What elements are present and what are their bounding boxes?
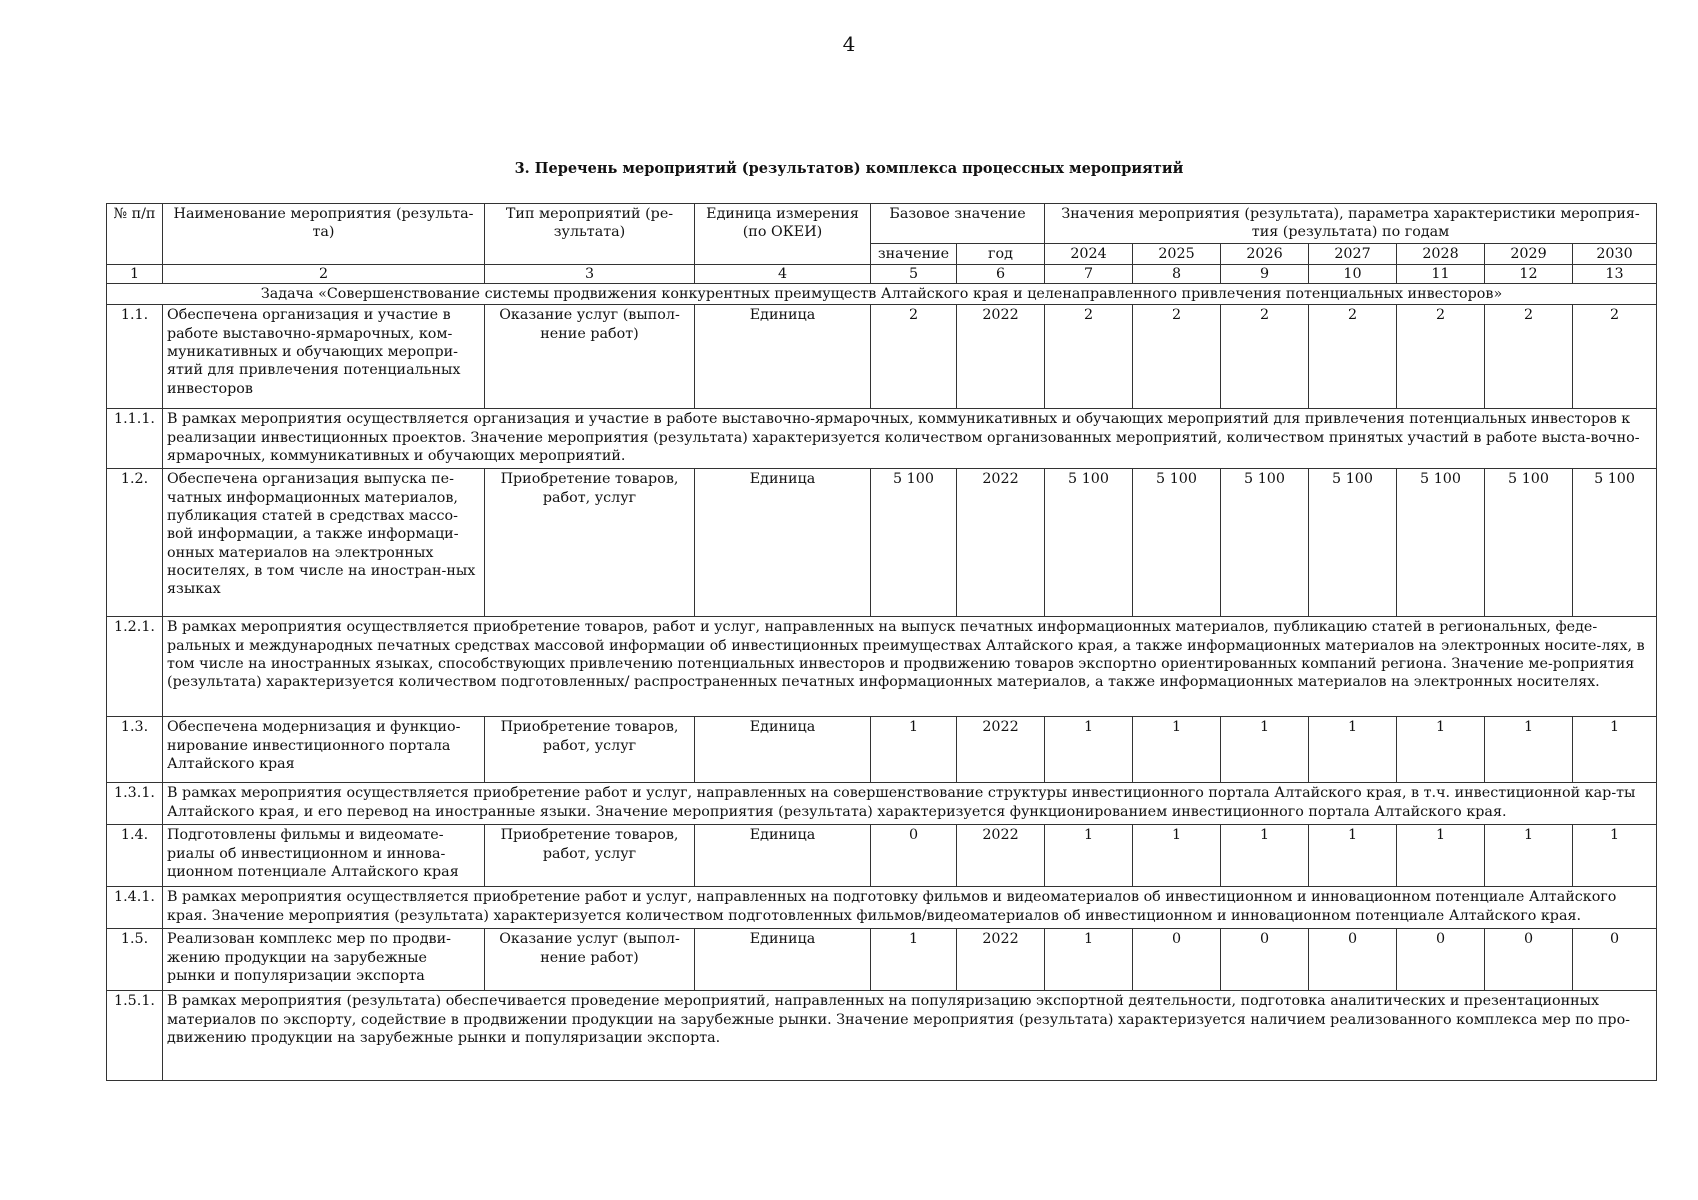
- column-index-cell: 13: [1573, 264, 1657, 283]
- header-num: № п/п: [107, 204, 163, 265]
- column-index-cell: 12: [1485, 264, 1573, 283]
- description-row: [107, 783, 1657, 825]
- year-value: 2: [1485, 305, 1573, 409]
- header-base-value: значение: [871, 243, 957, 264]
- year-value: 5 100: [1573, 469, 1657, 617]
- row-number: 1.4.: [107, 825, 163, 887]
- base-value: 2: [871, 305, 957, 409]
- column-index-cell: 9: [1221, 264, 1309, 283]
- year-value: 1: [1221, 717, 1309, 783]
- header-year: 2025: [1133, 243, 1221, 264]
- measure-name: Реализован комплекс мер по продви-жению продукции на зарубежные рынки и популяризации экспорта: [163, 929, 485, 991]
- year-value: 1: [1309, 825, 1397, 887]
- description-number: 1.3.1.: [107, 783, 163, 825]
- year-value: 1: [1221, 825, 1309, 887]
- year-value: 1: [1397, 717, 1485, 783]
- table-body: [107, 264, 1657, 1081]
- measure-unit: Единица: [695, 717, 871, 783]
- year-value: 1: [1309, 717, 1397, 783]
- description-text: В рамках мероприятия осуществляется организация и участие в работе выставочно-ярмарочных, коммуникативных и обучающих мероприятий для привлечения потенциальных инвесторов к реализации инвестиционных проектов. Значение мероприятия (результата) характеризуется количеством организованных мероприятий, количеством принятых участий в работе выста-вочно-ярмарочных, коммуникативных и обучающих мероприятий.: [163, 409, 1657, 469]
- description-number: 1.4.1.: [107, 887, 163, 929]
- measure-unit: Единица: [695, 825, 871, 887]
- year-value: 0: [1309, 929, 1397, 991]
- year-value: 0: [1133, 929, 1221, 991]
- row-number: 1.5.: [107, 929, 163, 991]
- base-year: 2022: [957, 469, 1045, 617]
- measure-name: Подготовлены фильмы и видеомате-риалы об инвестиционном и иннова-ционном потенциале Алтайского края: [163, 825, 485, 887]
- task-row: [107, 284, 1657, 305]
- page-number: 4: [842, 32, 856, 56]
- header-year: 2024: [1045, 243, 1133, 264]
- measures-table: [106, 203, 1657, 1081]
- year-value: 1: [1045, 825, 1133, 887]
- measure-type: Приобретение товаров, работ, услуг: [485, 717, 695, 783]
- year-value: 0: [1397, 929, 1485, 991]
- year-value: 2: [1045, 305, 1133, 409]
- row-number: 1.2.: [107, 469, 163, 617]
- header-row: [107, 204, 1657, 244]
- column-index-cell: 6: [957, 264, 1045, 283]
- base-year: 2022: [957, 929, 1045, 991]
- description-text: В рамках мероприятия осуществляется приобретение товаров, работ и услуг, направленных на выпуск печатных информационных материалов, публикацию статей в региональных, феде-ральных и международных печатных средствах массовой информации об инвестиционных преимуществах Алтайского края, а также информационных материалов на электронных носите-лях, в том числе на иностранных языках, способствующих привлечению потенциальных инвесторов и продвижению товаров экспортно ориентированных компаний региона. Значение ме-роприятия (результата) характеризуется количеством подготовленных/ распространенных печатных информационных материалов, а также информационных материалов на электронных носителях.: [163, 617, 1657, 717]
- header-base-year: год: [957, 243, 1045, 264]
- year-value: 5 100: [1397, 469, 1485, 617]
- year-value: 1: [1485, 717, 1573, 783]
- description-text: В рамках мероприятия осуществляется приобретение работ и услуг, направленных на совершенствование структуры инвестиционного портала Алтайского края, в т.ч. инвестиционной кар-ты Алтайского края, и его перевод на иностранные языки. Значение мероприятия (результата) характеризуется функционированием инвестиционного портала Алтайского края.: [163, 783, 1657, 825]
- header-values-group: Значения мероприятия (результата), параметра характеристики мероприя-тия (результата) по годам: [1045, 204, 1657, 244]
- header-base: Базовое значение: [871, 204, 1045, 244]
- header-year: 2028: [1397, 243, 1485, 264]
- base-year: 2022: [957, 717, 1045, 783]
- year-value: 0: [1573, 929, 1657, 991]
- year-value: 1: [1573, 825, 1657, 887]
- header-name: Наименование мероприятия (результа-та): [163, 204, 485, 265]
- measure-type: Приобретение товаров, работ, услуг: [485, 469, 695, 617]
- year-value: 2: [1133, 305, 1221, 409]
- table-row: [107, 825, 1657, 887]
- year-value: 1: [1573, 717, 1657, 783]
- base-value: 1: [871, 717, 957, 783]
- header-year: 2029: [1485, 243, 1573, 264]
- year-value: 1: [1397, 825, 1485, 887]
- description-number: 1.2.1.: [107, 617, 163, 717]
- base-value: 1: [871, 929, 957, 991]
- description-row: [107, 887, 1657, 929]
- header-type: Тип мероприятий (ре-зультата): [485, 204, 695, 265]
- description-row: [107, 617, 1657, 717]
- table-row: [107, 305, 1657, 409]
- column-index-cell: 8: [1133, 264, 1221, 283]
- year-value: 0: [1485, 929, 1573, 991]
- column-index-cell: 3: [485, 264, 695, 283]
- column-index-cell: 11: [1397, 264, 1485, 283]
- section-title: 3. Перечень мероприятий (результатов) комплекса процессных мероприятий: [514, 160, 1184, 177]
- description-row: [107, 409, 1657, 469]
- description-number: 1.5.1.: [107, 991, 163, 1081]
- year-value: 1: [1133, 825, 1221, 887]
- header-unit: Единица измерения (по ОКЕИ): [695, 204, 871, 265]
- column-index-cell: 5: [871, 264, 957, 283]
- measure-type: Приобретение товаров, работ, услуг: [485, 825, 695, 887]
- table-row: [107, 469, 1657, 617]
- base-year: 2022: [957, 305, 1045, 409]
- year-value: 5 100: [1485, 469, 1573, 617]
- measure-type: Оказание услуг (выпол-нение работ): [485, 929, 695, 991]
- year-value: 1: [1045, 929, 1133, 991]
- row-number: 1.1.: [107, 305, 163, 409]
- row-number: 1.3.: [107, 717, 163, 783]
- year-value: 5 100: [1045, 469, 1133, 617]
- year-value: 1: [1485, 825, 1573, 887]
- measure-name: Обеспечена организация выпуска пе-чатных информационных материалов, публикация статей в средствах массо-вой информации, а также информаци-онных материалов на электронных носителях, в том числе на иностран-ных языках: [163, 469, 485, 617]
- base-year: 2022: [957, 825, 1045, 887]
- column-index-cell: 1: [107, 264, 163, 283]
- header-year: 2030: [1573, 243, 1657, 264]
- year-value: 5 100: [1221, 469, 1309, 617]
- table-row: [107, 929, 1657, 991]
- year-value: 0: [1221, 929, 1309, 991]
- year-value: 5 100: [1309, 469, 1397, 617]
- measure-unit: Единица: [695, 469, 871, 617]
- year-value: 2: [1397, 305, 1485, 409]
- year-value: 5 100: [1133, 469, 1221, 617]
- year-value: 2: [1573, 305, 1657, 409]
- column-index-cell: 10: [1309, 264, 1397, 283]
- year-value: 2: [1309, 305, 1397, 409]
- measure-unit: Единица: [695, 305, 871, 409]
- year-value: 1: [1045, 717, 1133, 783]
- description-text: В рамках мероприятия осуществляется приобретение работ и услуг, направленных на подготовку фильмов и видеоматериалов об инвестиционном и инновационном потенциале Алтайского края. Значение мероприятия (результата) характеризуется количеством подготовленных фильмов/видеоматериалов об инвестиционном и инновационном потенциале Алтайского края.: [163, 887, 1657, 929]
- task-cell: Задача «Совершенствование системы продвижения конкурентных преимуществ Алтайского края и целенаправленного привлечения потенциальных инвесторов»: [107, 284, 1657, 305]
- measure-unit: Единица: [695, 929, 871, 991]
- column-index-row: [107, 264, 1657, 283]
- measure-name: Обеспечена модернизация и функцио-нирование инвестиционного портала Алтайского края: [163, 717, 485, 783]
- column-index-cell: 4: [695, 264, 871, 283]
- base-value: 5 100: [871, 469, 957, 617]
- description-number: 1.1.1.: [107, 409, 163, 469]
- measure-name: Обеспечена организация и участие в работе выставочно-ярмарочных, ком-муникативных и обучающих меропри-ятий для привлечения потенциальных инвесторов: [163, 305, 485, 409]
- table-row: [107, 717, 1657, 783]
- measure-type: Оказание услуг (выпол-нение работ): [485, 305, 695, 409]
- description-row: [107, 991, 1657, 1081]
- header-year: 2027: [1309, 243, 1397, 264]
- column-index-cell: 2: [163, 264, 485, 283]
- column-index-cell: 7: [1045, 264, 1133, 283]
- base-value: 0: [871, 825, 957, 887]
- year-value: 2: [1221, 305, 1309, 409]
- header-year: 2026: [1221, 243, 1309, 264]
- description-text: В рамках мероприятия (результата) обеспечивается проведение мероприятий, направленных на популяризацию экспортной деятельности, подготовка аналитических и презентационных материалов по экспорту, содействие в продвижении продукции на зарубежные рынки. Значение мероприятия (результата) характеризуется наличием реализованного комплекса мер по про-движению продукции на зарубежные рынки и популяризации экспорта.: [163, 991, 1657, 1081]
- year-value: 1: [1133, 717, 1221, 783]
